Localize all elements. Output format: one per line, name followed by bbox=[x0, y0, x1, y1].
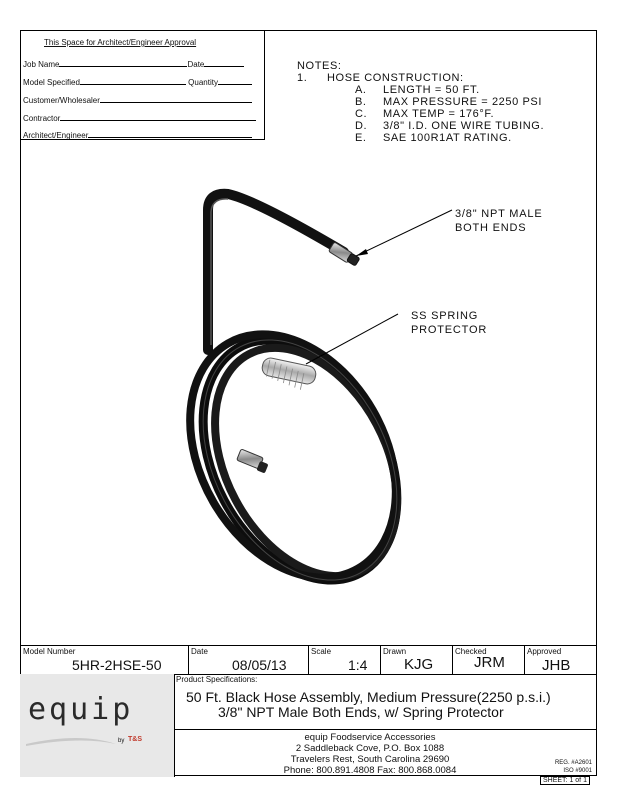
model-number-cell bbox=[20, 646, 188, 674]
npt-leader-line bbox=[356, 210, 452, 256]
logo-text: equip bbox=[28, 692, 134, 727]
model-specified-label: Model Specified bbox=[23, 78, 80, 87]
cell-divider bbox=[452, 646, 453, 674]
drawn-cell bbox=[380, 646, 452, 674]
date-label: Date bbox=[187, 60, 205, 69]
company-address bbox=[260, 732, 480, 776]
spring-callout-line2: PROTECTOR bbox=[411, 324, 488, 336]
cell-divider bbox=[380, 646, 381, 674]
upper-npt-fitting bbox=[328, 242, 359, 266]
company-name: equip Foodservice Accessories bbox=[304, 732, 436, 743]
sheet-number: SHEET: 1 of 1 bbox=[540, 776, 590, 785]
note-title: HOSE CONSTRUCTION: bbox=[327, 72, 464, 84]
note-subitem-text: MAX PRESSURE = 2250 PSI bbox=[383, 96, 543, 108]
note-subitem-letter: A. bbox=[355, 84, 367, 96]
logo-brand: T&S bbox=[128, 736, 142, 743]
date-cell bbox=[188, 646, 306, 674]
hose-upper-run bbox=[208, 194, 344, 350]
date-label: Date bbox=[191, 647, 208, 656]
note-subitem-text: SAE 100R1AT RATING. bbox=[383, 132, 512, 144]
model-number-label: Model Number bbox=[23, 647, 76, 656]
equip-logo bbox=[20, 674, 174, 777]
date-value: 08/05/13 bbox=[232, 657, 287, 673]
drawn-label: Drawn bbox=[383, 647, 407, 656]
note-subitem-letter: D. bbox=[355, 120, 368, 132]
architect-label: Architect/Engineer bbox=[23, 131, 89, 140]
spring-protector bbox=[261, 357, 318, 390]
note-subitem-letter: B. bbox=[355, 96, 367, 108]
cell-divider bbox=[524, 646, 525, 674]
scale-label: Scale bbox=[311, 647, 332, 656]
lower-npt-fitting bbox=[237, 449, 269, 474]
note-subitem-text: LENGTH = 50 FT. bbox=[383, 84, 480, 96]
spring-callout bbox=[411, 309, 487, 337]
cell-divider bbox=[188, 646, 189, 674]
address-line-1: 2 Saddleback Cove, P.O. Box 1088 bbox=[295, 743, 445, 754]
spec-line-1: 50 Ft. Black Hose Assembly, Medium Pressure(2250 p.s.i.) bbox=[186, 689, 551, 705]
spec-line-2: 3/8" NPT Male Both Ends, w/ Spring Protector bbox=[218, 704, 504, 720]
checked-label: Checked bbox=[455, 647, 487, 656]
notes-header: NOTES: bbox=[297, 60, 342, 72]
spring-leader-line bbox=[306, 314, 398, 364]
customer-label: Customer/Wholesaler bbox=[23, 96, 100, 105]
title-block bbox=[20, 645, 597, 784]
checked-cell bbox=[452, 646, 524, 674]
spec-divider bbox=[174, 729, 597, 730]
registration bbox=[540, 759, 592, 775]
spec-label: Product Specifications: bbox=[176, 675, 258, 684]
npt-callout-line2: BOTH ENDS bbox=[455, 222, 527, 234]
note-subitem-letter: C. bbox=[355, 108, 368, 120]
hose-coils bbox=[148, 297, 437, 614]
phone-line: Phone: 800.891.4808 Fax: 800.868.0084 bbox=[283, 765, 457, 776]
iso-number: ISO #9001 bbox=[563, 768, 592, 774]
model-number-value: 5HR-2HSE-50 bbox=[72, 657, 162, 673]
contractor-label: Contractor bbox=[23, 114, 61, 123]
note-subitem-text: 3/8" I.D. ONE WIRE TUBING. bbox=[383, 120, 545, 132]
scale-cell bbox=[308, 646, 380, 674]
logo-by: by bbox=[118, 738, 125, 744]
note-subitem-letter: E. bbox=[355, 132, 367, 144]
approved-cell bbox=[524, 646, 597, 674]
note-number: 1. bbox=[297, 72, 308, 84]
checked-value: JRM bbox=[474, 654, 505, 671]
npt-leader-arrow bbox=[356, 249, 368, 256]
approved-label: Approved bbox=[527, 647, 562, 656]
npt-callout bbox=[455, 207, 542, 235]
spring-callout-line1: SS SPRING bbox=[411, 310, 479, 322]
approval-title: This Space for Architect/Engineer Approval bbox=[44, 38, 197, 47]
reg-number: REG. #A2601 bbox=[554, 760, 592, 766]
logo-divider bbox=[174, 674, 175, 777]
drawn-value: KJG bbox=[404, 656, 434, 673]
approved-value: JHB bbox=[542, 657, 571, 674]
quantity-label: Quantity bbox=[188, 78, 218, 87]
address-line-2: Travelers Rest, South Carolina 29690 bbox=[290, 754, 450, 765]
scale-value: 1:4 bbox=[348, 657, 368, 673]
npt-callout-line1: 3/8" NPT MALE bbox=[455, 208, 543, 220]
job-name-label: Job Name bbox=[23, 60, 60, 69]
note-subitem-text: MAX TEMP = 176°F. bbox=[383, 108, 495, 120]
cell-divider bbox=[308, 646, 309, 674]
